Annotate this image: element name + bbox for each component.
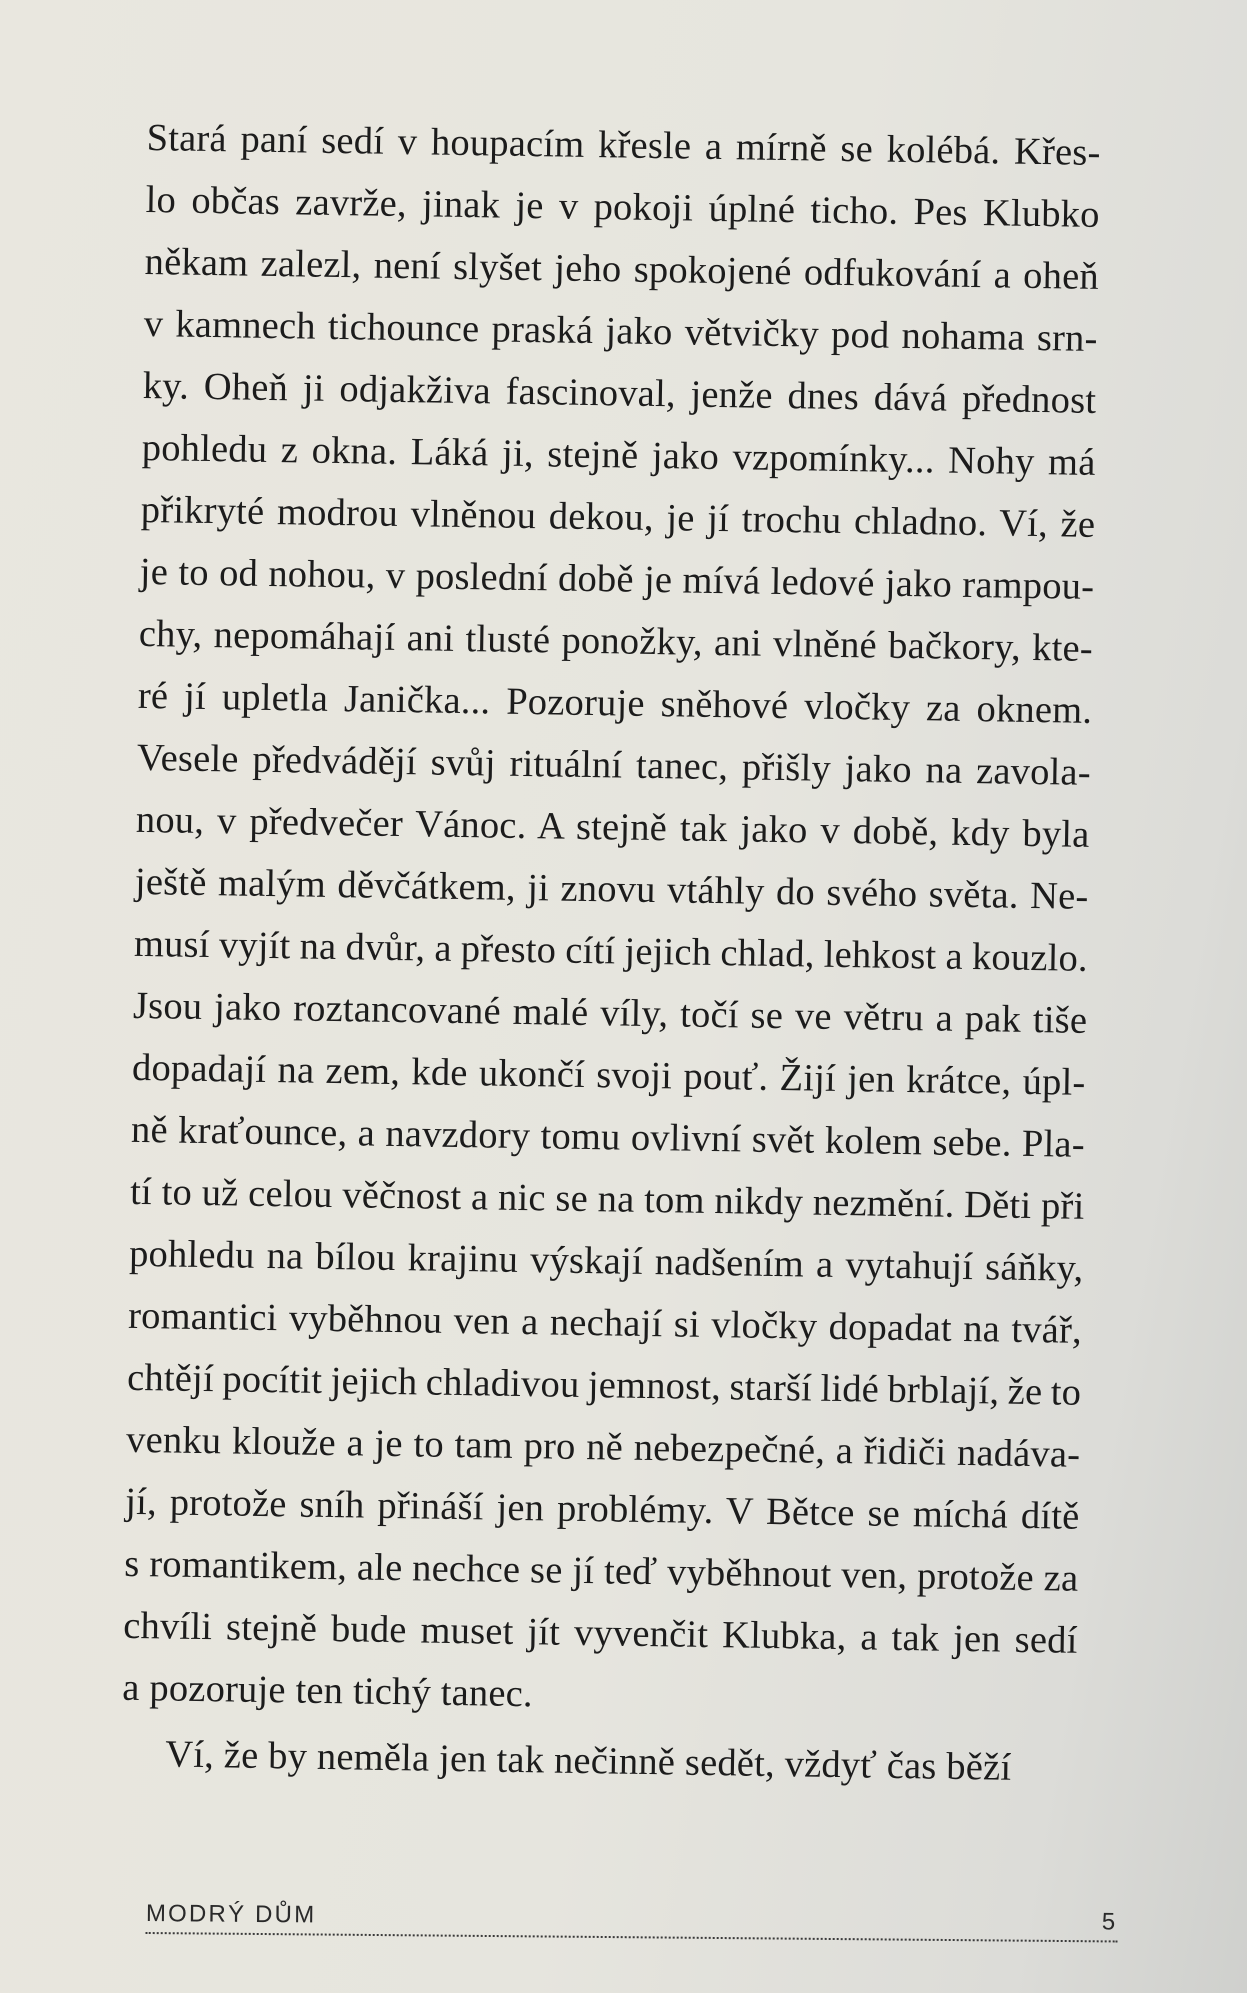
text-line: chtějí pocítit jejich chladivou jemnost, starší lidé brblají, že to (126, 1356, 1082, 1414)
text-line: Vesele předvádějí svůj rituální tanec, přišly jako na zavola- (136, 736, 1092, 794)
text-line: Stará paní sedí v houpacím křesle a mírně se kolébá. Křes- (146, 117, 1101, 174)
dotted-rule (146, 1932, 1118, 1942)
text-line: a pozoruje ten tichý tanec. (122, 1666, 534, 1716)
text-line: musí vyjít na dvůr, a přesto cítí jejich chlad, lehkost a kouzlo. (133, 922, 1089, 980)
text-line: jí, protože sníh přináší jen problémy. V Bětce se míchá dítě (124, 1480, 1080, 1538)
text-line: tí to už celou věčnost a nic se na tom nikdy nezmění. Děti při (129, 1170, 1085, 1228)
text-line: ně kraťounce, a navzdory tomu ovlivní svět kolem sebe. Pla- (130, 1108, 1086, 1166)
text-line: ky. Oheň ji odjakživa fascinoval, jenže dnes dává přednost (142, 364, 1097, 422)
text-line: chvíli stejně bude muset jít vyvenčit Klubka, a tak jen sedí (122, 1604, 1078, 1662)
paragraph-first-line: Ví, že by neměla jen tak nečinně sedět, vždyť čas běží (164, 1733, 1012, 1789)
text-line: v kamnech tichounce praská jako větvičky pod nohama srn- (143, 302, 1098, 360)
text-line: nou, v předvečer Vánoc. A stejně tak jako v době, kdy byla (135, 798, 1090, 856)
text-line: někam zalezl, není slyšet jeho spokojené odfukování a oheň (144, 240, 1100, 298)
page-footer (145, 1900, 1116, 1936)
running-title: MODRÝ DŮM (145, 1900, 317, 1929)
text-line: venku klouže a je to tam pro ně nebezpečné, a řidiči nadáva- (125, 1418, 1081, 1476)
text-line: je to od nohou, v poslední době je mívá ledové jako rampou- (139, 550, 1095, 608)
body-text (120, 118, 1117, 1833)
text-line: Jsou jako roztancované malé víly, točí se ve větru a pak tiše (132, 984, 1088, 1042)
text-line: pohledu z okna. Láká ji, stejně jako vzpomínky... Nohy má (141, 426, 1096, 484)
text-line: pohledu na bílou krajinu výskají nadšením a vytahují sáňky, (128, 1232, 1084, 1290)
text-line: ré jí upletla Janička... Pozoruje sněhové vločky za oknem. (137, 674, 1093, 732)
text-line: chy, nepomáhají ani tlusté ponožky, ani vlněné bačkory, kte- (138, 612, 1094, 670)
text-line: přikryté modrou vlněnou dekou, je jí trochu chladno. Ví, že (140, 488, 1096, 546)
text-line: romantici vyběhnou ven a nechají si vločky dopadat na tvář, (127, 1294, 1083, 1352)
page-number: 5 (1101, 1908, 1116, 1936)
text-line: dopadají na zem, kde ukončí svoji pouť. Žijí jen krátce, úpl- (131, 1046, 1086, 1104)
text-line: s romantikem, ale nechce se jí teď vyběhnout ven, protože za (123, 1542, 1079, 1600)
text-line: lo občas zavrže, jinak je v pokoji úplné ticho. Pes Klubko (145, 178, 1100, 236)
text-line: ještě malým děvčátkem, ji znovu vtáhly do svého světa. Ne- (134, 860, 1089, 918)
